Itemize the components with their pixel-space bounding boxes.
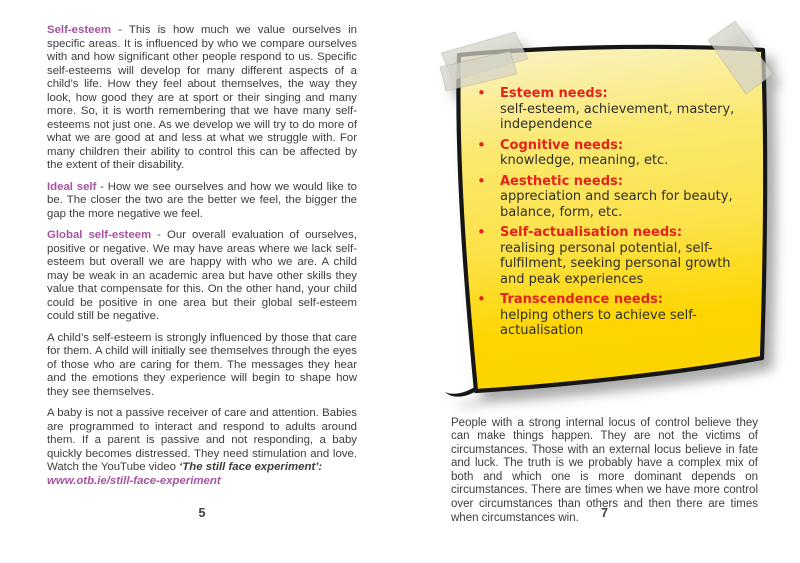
list-item-transcendence-needs [477,292,753,339]
list-item-esteem-needs [477,86,753,133]
paragraph-baby [47,407,357,488]
need-detail: self-esteem, achievement, mastery, independence [500,101,735,132]
need-detail: realising personal potential, self-fulfilment, seeking personal growth and peak experiences [500,240,731,287]
sticky-note-corner-curl-icon [445,386,478,397]
bullet-dot-icon: • [477,171,486,190]
need-heading: Self-actualisation needs: [500,225,683,240]
heading-self-esteem: Self-esteem [47,24,111,36]
left-page-text-block [47,24,357,496]
video-title-emphasis: ‘The still face experiment’: [179,461,323,473]
left-page-number: 5 [198,506,206,520]
still-face-experiment-link[interactable]: www.otb.ie/still-face-experiment [47,474,221,487]
list-item-aesthetic-needs [477,171,753,221]
bullet-dot-icon: • [477,84,486,102]
need-detail: knowledge, meaning, etc. [500,153,669,168]
bullet-dot-icon: • [477,135,486,154]
paragraph-body: - How we see ourselves and how we would like to be. The closer the two are the better we feel, the bigger the gap the more negative we feel. [47,180,358,220]
paragraph-global-self-esteem [47,229,357,324]
paragraph-body: - This is how much we value ourselves in specific areas. It is influenced by who we compare ourselves with and how significant other people respond to us. Specific self-esteems will develop for many different aspects of a child’s life. How they feel about themselves, the way they look, how good they are at sport or their singing and many more. So, it is worth remembering that we have many self-esteems not just one. As we develop we will try to do more of what we are good at and less at what we struggle with. For many children their ability to control this can be affected by the extent of their disability. [47,24,357,171]
paragraph-ideal-self [47,181,357,222]
paragraph-self-esteem [47,24,357,173]
bullet-dot-icon: • [477,290,486,308]
need-heading: Cognitive needs: [500,137,624,153]
need-heading: Esteem needs: [500,86,608,101]
paragraph-child-self-esteem [47,332,357,400]
need-detail: appreciation and search for beauty, balance, form, etc. [500,189,733,220]
need-heading: Transcendence needs: [500,292,663,307]
paragraph-body: A baby is not a passive receiver of care and attention. Babies are programmed to interact and respond to adults around them. If a parent is passive and not responding, a baby quickly becomes distressed. They need stimulation and love. Watch the YouTube video [47,407,357,473]
heading-ideal-self: Ideal self [47,180,97,193]
need-heading: Aesthetic needs: [500,173,623,189]
list-item-cognitive-needs [477,135,753,169]
bullet-dot-icon: • [477,223,486,241]
list-item-self-actualisation-needs [477,225,753,287]
need-detail: helping others to achieve self-actualisation [500,307,697,338]
right-page-number: 7 [601,506,608,520]
heading-global-self-esteem: Global self-esteem [47,229,152,241]
locus-of-control-paragraph: People with a strong internal locus of control believe they can make things happen. They are not the victims of circumstances. Those with an external locus believe in fate and luck. The truth is we probably have a complex mix of both and which one is more dominant depends on circumstances. There are times when we have more control over circumstances than others and then there are times when circumstances win. [451,416,758,524]
paragraph-body: - Our overall evaluation of ourselves, positive or negative. We may have areas where we lack self-esteem but overall we are happy with who we are. A child may be weak in an academic area but have other skills they value that compensate for this. On the other hand, your child could be positive in one area but their global self-esteem could still be negative. [47,229,357,322]
needs-list [477,86,753,344]
paragraph-body: A child’s self-esteem is strongly influenced by those that care for them. A child will initially see themselves through the eyes of those who are caring for them. The messages they hear and the emotions they experience will begin to shape how they see themselves. [47,331,357,398]
